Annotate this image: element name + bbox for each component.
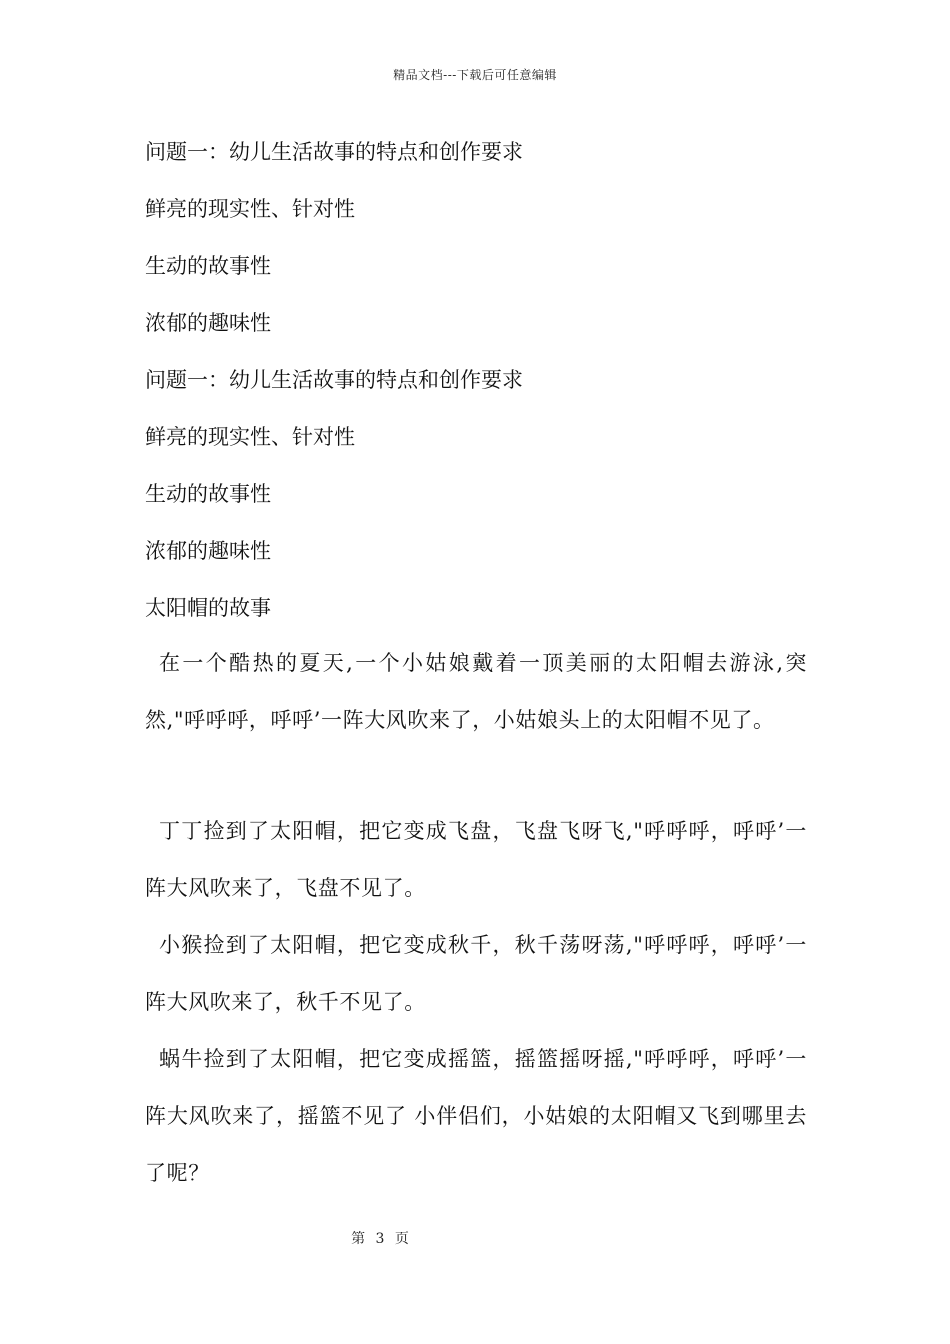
heading-question-1-repeat: 问题一：幼儿生活故事的特点和创作要求 (145, 368, 523, 392)
story-paragraph-2: 丁丁捡到了太阳帽，把它变成飞盘，飞盘飞呀飞,"呼呼呼，呼呼’一阵大风吹来了，飞盘不见了。 (145, 819, 807, 900)
page-number: 3 (375, 1231, 385, 1247)
story-paragraph-1: 在一个酷热的夏天,一个小姑娘戴着一顶美丽的太阳帽去游泳,突然,"呼呼呼，呼呼’一阵大风吹来了，小姑娘头上的太阳帽不见了。 (145, 651, 807, 732)
list-item-interest-repeat: 浓郁的趣味性 (145, 539, 271, 563)
story-title: 太阳帽的故事 (145, 596, 271, 620)
story-paragraph-3: 小猴捡到了太阳帽，把它变成秋千，秋千荡呀荡,"呼呼呼，呼呼’一阵大风吹来了，秋千不见了。 (145, 933, 807, 1014)
list-item-interest: 浓郁的趣味性 (145, 311, 271, 335)
footer-suffix: 页 (394, 1231, 409, 1247)
story-paragraph-4: 蜗牛捡到了太阳帽，把它变成摇篮，摇篮摇呀摇,"呼呼呼，呼呼’一阵大风吹来了，摇篮不见了 小伴侣们，小姑娘的太阳帽又飞到哪里去了呢？ (145, 1047, 807, 1185)
list-item-story: 生动的故事性 (145, 254, 271, 278)
list-item-story-repeat: 生动的故事性 (145, 482, 271, 506)
list-item-realism: 鲜亮的现实性、针对性 (145, 197, 355, 221)
heading-question-1: 问题一：幼儿生活故事的特点和创作要求 (145, 140, 523, 164)
document-body (145, 136, 807, 1202)
paragraph-gap (145, 749, 807, 803)
list-item-realism-repeat: 鲜亮的现实性、针对性 (145, 425, 355, 449)
page-footer (0, 1228, 760, 1248)
page-header: 精品文档---下载后可任意编辑 (393, 68, 557, 82)
footer-prefix: 第 (351, 1231, 366, 1247)
